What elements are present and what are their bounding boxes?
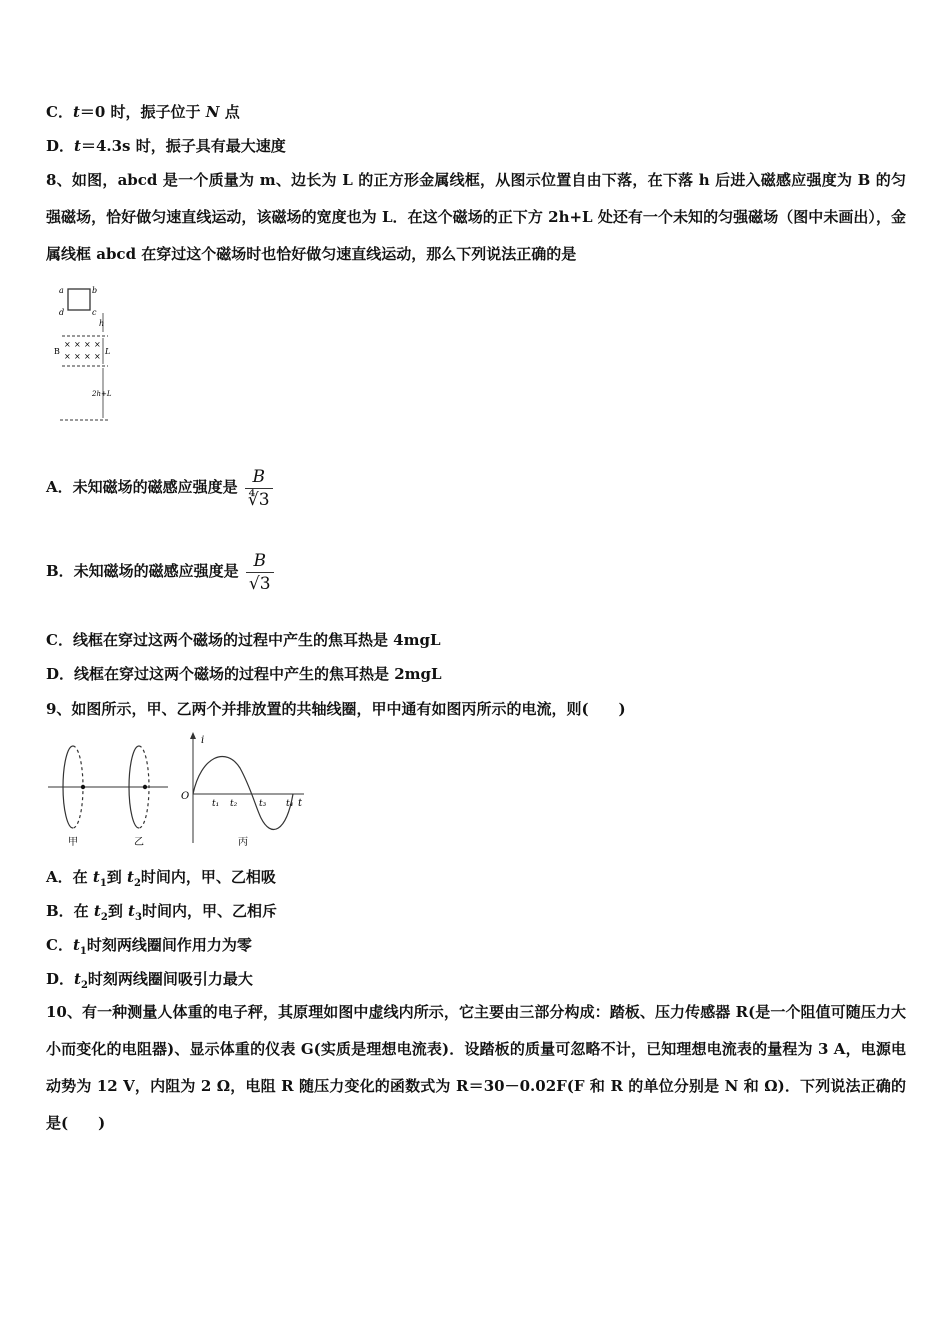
option-label: D． (46, 970, 75, 988)
option-text: 到 (106, 868, 128, 886)
option-text: 时刻两线圈间吸引力最大 (87, 970, 253, 988)
var-t: t (72, 936, 80, 954)
coil-jia-center (81, 785, 85, 789)
subscript: 3 (134, 912, 142, 923)
fraction-denominator: √3 (246, 572, 274, 595)
label-bing: 丙 (238, 837, 248, 848)
subscript: 1 (99, 878, 107, 889)
cross: × (94, 352, 101, 361)
q9-option-d (46, 969, 253, 996)
var-t: t (128, 902, 135, 920)
q8-option-d: D．线框在穿过这两个磁场的过程中产生的焦耳热是 2mgL (46, 665, 442, 683)
option-label: C． (46, 936, 73, 954)
cross: × (84, 340, 91, 349)
option-text: ＝4.3s 时，振子具有最大速度 (80, 137, 286, 155)
option-label: B．在 (46, 902, 94, 920)
var-t: t (74, 970, 81, 988)
label-t3: t₃ (259, 799, 267, 809)
frame-square (68, 289, 90, 310)
var-t: t (127, 868, 134, 886)
cross: × (84, 352, 91, 361)
q9-option-b (46, 901, 277, 928)
label-c: c (92, 308, 97, 317)
q8-option-b (46, 546, 274, 596)
label-t: t (298, 798, 303, 809)
label-b: b (92, 286, 98, 295)
label-jia: 甲 (68, 837, 78, 848)
subscript: 1 (79, 946, 87, 957)
fraction (246, 550, 274, 595)
fraction-denominator: ∜3 (245, 488, 273, 511)
q8-option-a (46, 462, 273, 512)
var-n: N (205, 103, 220, 121)
subscript: 2 (100, 912, 108, 923)
label-d: d (59, 308, 65, 317)
axis-i-arrow (190, 732, 196, 739)
subscript: 2 (80, 980, 88, 991)
var-t: t (92, 868, 100, 886)
label-t1: t₁ (212, 799, 220, 809)
cross: × (94, 340, 101, 349)
var-t: t (72, 103, 80, 121)
option-text: 时间内，甲、乙相斥 (141, 902, 277, 920)
fraction (245, 466, 273, 511)
cross: × (74, 340, 81, 349)
label-gap: 2h+L (92, 390, 112, 398)
label-L: L (105, 347, 111, 356)
q8-stem: 8、如图，abcd 是一个质量为 m、边长为 L 的正方形金属线框，从图示位置自由下落，在下落 h 后进入磁感应强度为 B 的匀强磁场，恰好做匀速直线运动，该磁场的宽度也为 L．在这个磁场的正下方 2h+L 处还有一个未知的匀强磁场（图中未画出），金属线框 abcd 在穿过这个磁场时也恰好做匀速直线运动，那么下列说法正确的是 (46, 171, 906, 263)
option-label: A．未知磁场的磁感应强度是 (46, 478, 238, 496)
q9-stem: 9、如图所示，甲、乙两个并排放置的共轴线圈，甲中通有如图丙所示的电流，则( ) (46, 700, 626, 718)
q9-option-a (46, 867, 276, 894)
cross: × (64, 352, 71, 361)
current-curve (193, 756, 293, 829)
option-text: 时刻两线圈间作用力为零 (86, 936, 252, 954)
option-tail: 点 (219, 103, 240, 121)
label-t4: t₄ (286, 799, 294, 809)
var-t: t (74, 137, 81, 155)
label-h: h (99, 319, 105, 328)
q8-option-c: C．线框在穿过这两个磁场的过程中产生的焦耳热是 4mgL (46, 631, 441, 649)
option-label: B．未知磁场的磁感应强度是 (46, 562, 239, 580)
var-t: t (93, 902, 101, 920)
q9-option-c (46, 935, 252, 962)
q10-stem: 10、有一种测量人体重的电子秤，其原理如图中虚线内所示，它主要由三部分构成：踏板、压力传感器 R(是一个阻值可随压力大小而变化的电阻器)、显示体重的仪表 G(实质是理想电流表)．设踏板的质量可忽略不计，已知理想电流表的量程为 3 A，电源电动势为 12 V，内阻为 2 Ω，电阻 R 随压力变化的函数式为 R＝30－0.02F(F 和 R 的单位分别是 N 和 Ω)．下列说法正确的是( ) (46, 1003, 906, 1132)
label-t2: t₂ (230, 799, 238, 809)
option-text: 到 (107, 902, 129, 920)
label-O: O (181, 791, 190, 802)
q9-figure (46, 728, 311, 853)
q7-option-c (46, 102, 240, 122)
label-i: i (201, 735, 205, 746)
label-B: B (54, 347, 60, 356)
coil-yi-center (143, 785, 147, 789)
q7-option-d (46, 136, 286, 156)
option-label: D． (46, 137, 75, 155)
cross: × (74, 352, 81, 361)
fraction-numerator: B (253, 550, 266, 571)
label-a: a (59, 286, 64, 295)
label-yi: 乙 (134, 837, 144, 848)
subscript: 2 (133, 878, 141, 889)
option-label: C． (46, 103, 73, 121)
fraction-numerator: B (252, 466, 265, 487)
option-label: A．在 (46, 868, 93, 886)
q8-figure (46, 280, 136, 425)
option-text: ＝0 时，振子位于 (79, 103, 206, 121)
cross: × (64, 340, 71, 349)
option-text: 时间内，甲、乙相吸 (140, 868, 276, 886)
